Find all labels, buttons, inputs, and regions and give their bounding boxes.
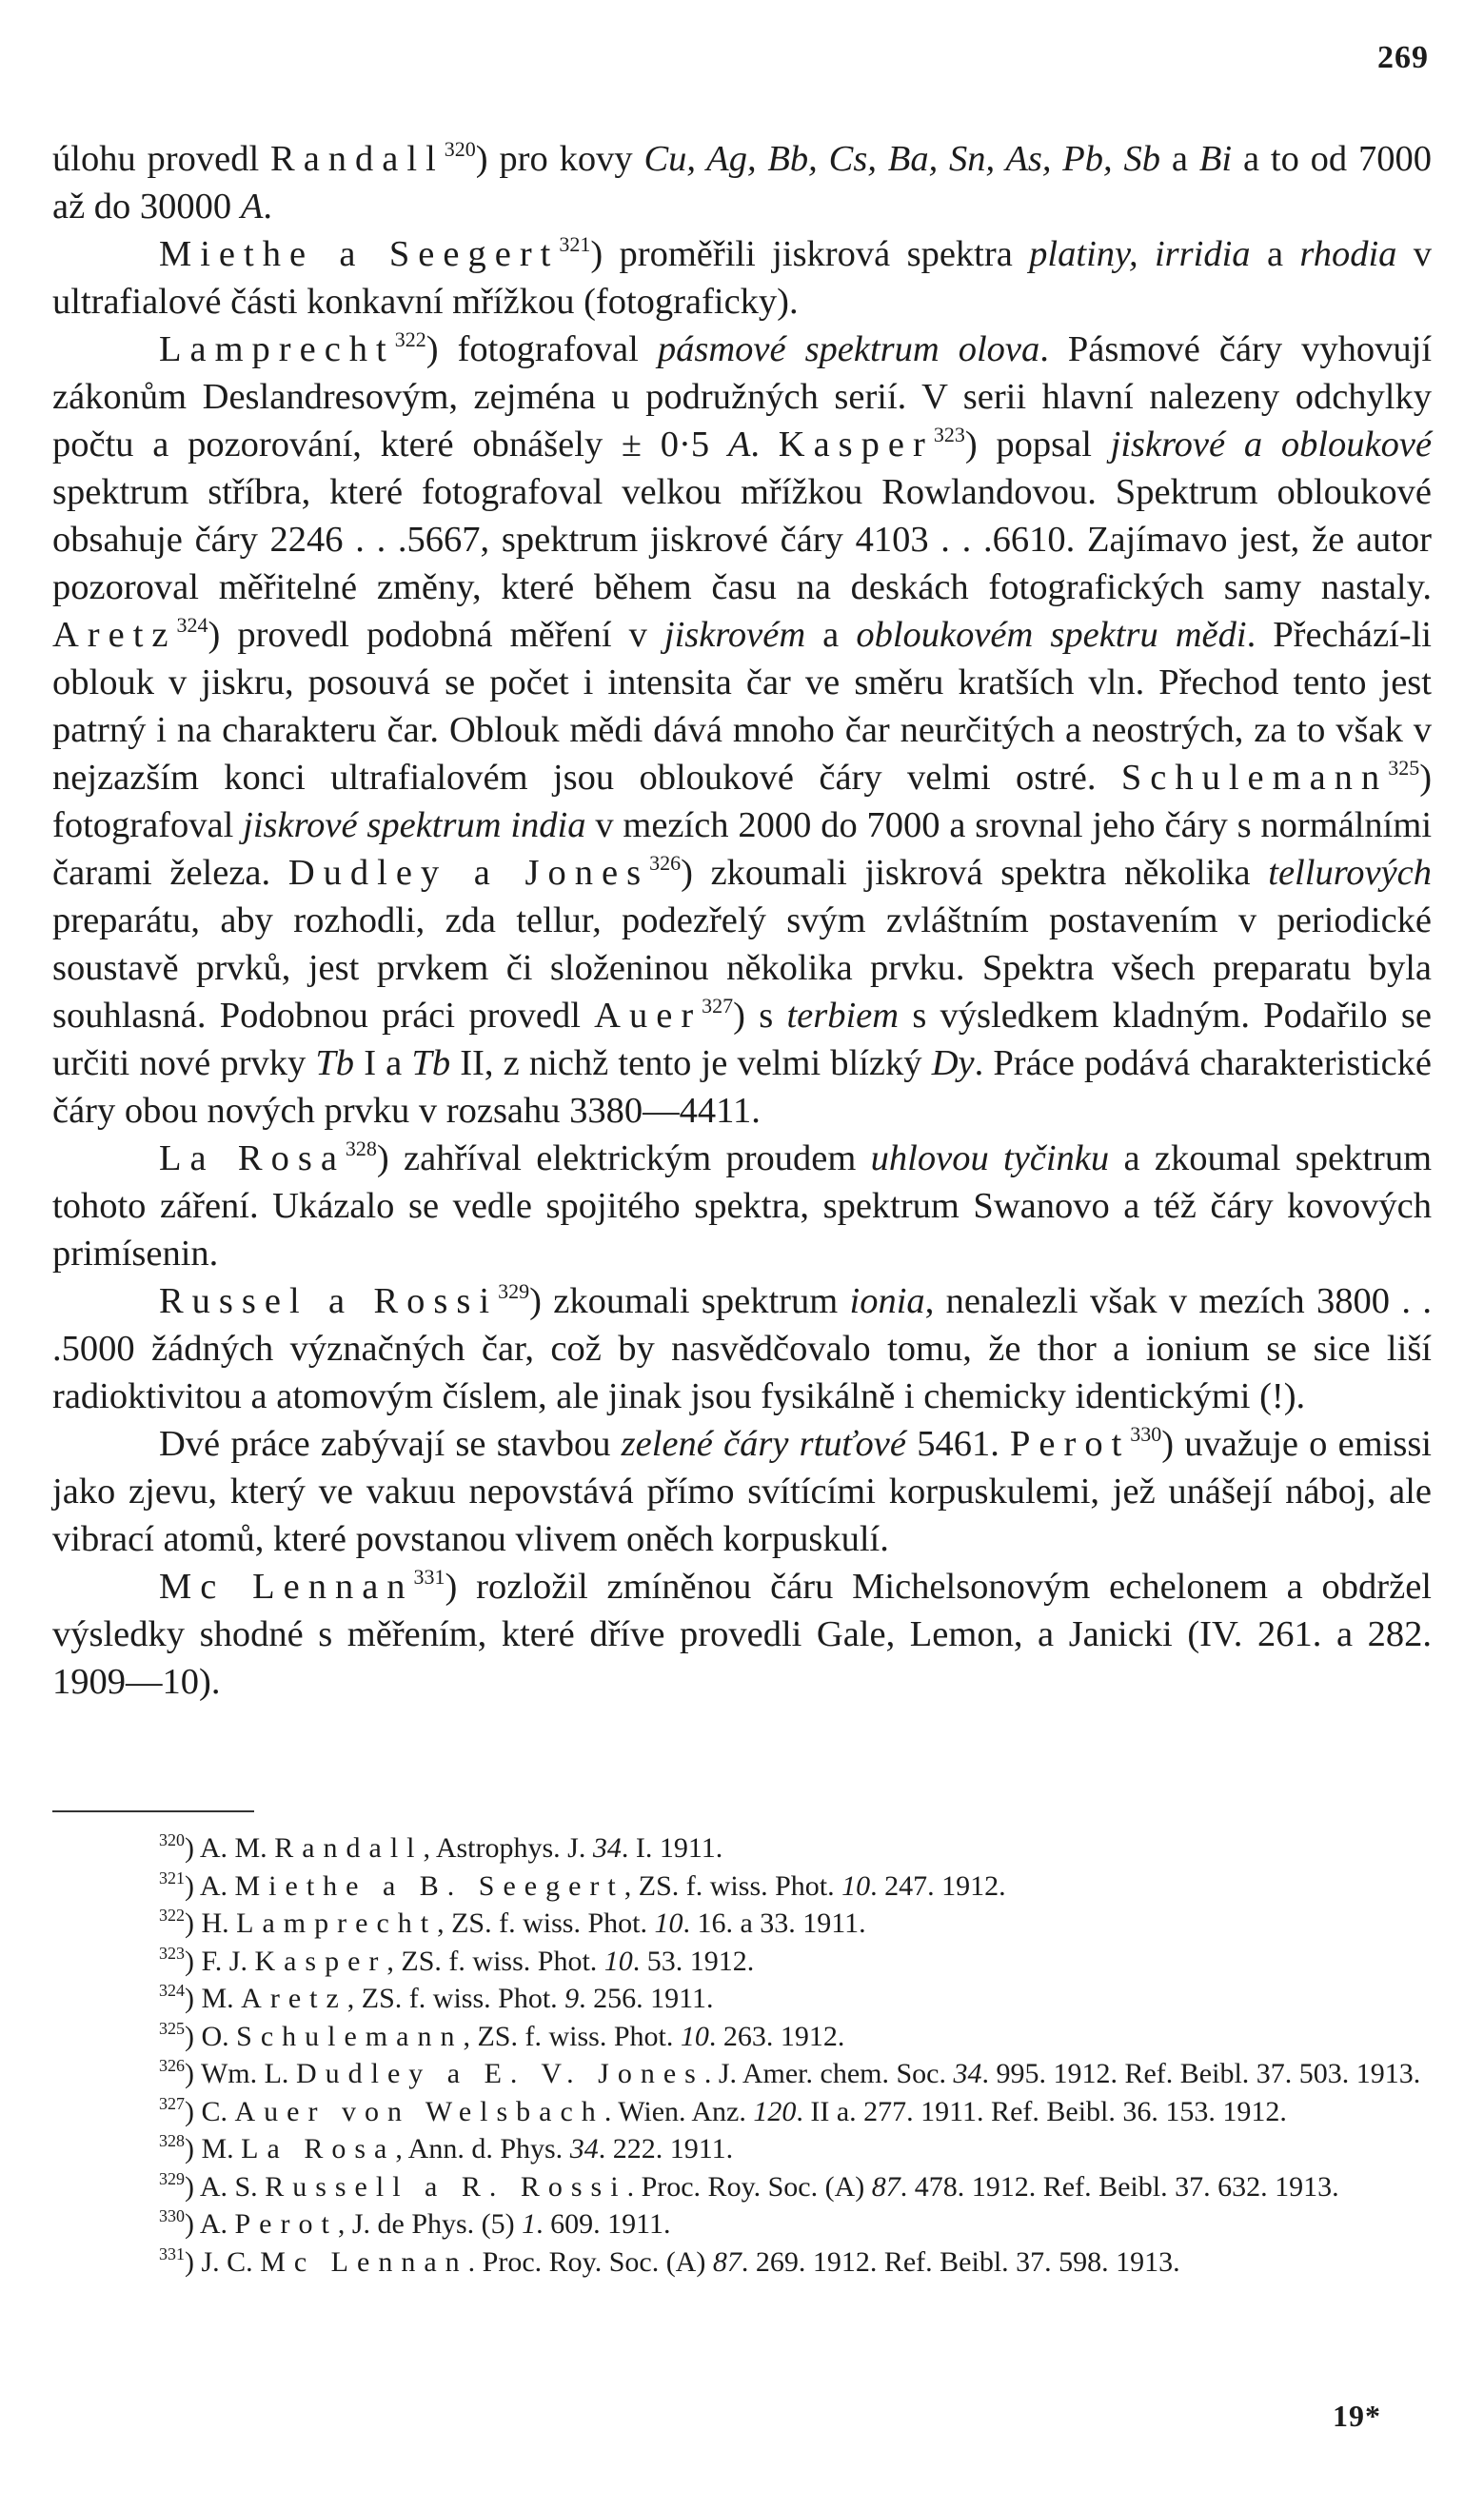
- text: ) A.: [185, 2208, 228, 2240]
- paragraph-randall: [52, 135, 1432, 230]
- footnote-ref: 328: [345, 1136, 377, 1160]
- text: ) M.: [185, 1983, 234, 2014]
- footnote: [52, 1943, 1432, 1981]
- author-name: La Rosa: [159, 1138, 346, 1178]
- volume: 87: [712, 2245, 742, 2278]
- author-name: Dudley a E. V. Jones: [295, 2058, 704, 2089]
- emphasis: terbiem: [786, 996, 900, 1036]
- text: .: [750, 425, 761, 464]
- author-name: Kasper: [778, 425, 934, 464]
- footnote-divider: [52, 1810, 254, 1812]
- text: , ZS. f. wiss. Phot.: [623, 1869, 835, 1902]
- footnote-ref: 323: [933, 423, 965, 446]
- footnote-number: 321: [159, 1868, 185, 1887]
- text: , ZS. f. wiss. Phot.: [346, 1983, 558, 2014]
- emphasis: jiskrové a obloukové: [1110, 425, 1433, 464]
- text: ) M.: [185, 2133, 234, 2164]
- footnote-number: 328: [159, 2131, 185, 2150]
- paragraph-perot: [52, 1420, 1432, 1563]
- text: . Přechází-li oblouk v jiskru, posouvá se počet i intensita čar ve směru kratších vln. Přechod tento jest patrný i na charakteru čar. Oblouk mědi dává mnoho čar neurčitých a neostrých, za to však v nejzazším konci ultrafialovém jsou obloukové čáry velmi ostré.: [52, 615, 1433, 798]
- footnote-ref: 321: [559, 232, 591, 256]
- volume: 9: [564, 1983, 580, 2014]
- text: . II a. 277. 1911. Ref. Beibl. 36. 153. 1912.: [796, 2095, 1287, 2127]
- text: v mezích 2000 do 7000 a srovnal jeho čáry s normálními čarami železa.: [52, 805, 1433, 893]
- text: ) Wm. L.: [185, 2058, 289, 2089]
- footnote-number: 322: [159, 1906, 185, 1925]
- footnote-number: 323: [159, 1943, 185, 1963]
- text: . 263. 1912.: [708, 2020, 845, 2052]
- text: a zkoumal spektrum tohoto záření. Ukázalo se vedle spojitého spektra, spektrum Swanovo a též čáry kovových primísenin.: [52, 1138, 1433, 1274]
- emphasis: jiskrové spektrum india: [243, 805, 586, 845]
- footnote-ref: 322: [394, 327, 426, 351]
- text: ) A.: [185, 1869, 228, 1902]
- text: ) s: [733, 996, 774, 1036]
- footnote: [52, 2205, 1432, 2243]
- emphasis: obloukovém spektru mědi: [856, 615, 1247, 655]
- paragraph-russel: [52, 1277, 1432, 1420]
- volume: 34: [953, 2058, 982, 2089]
- footnote: [52, 1868, 1432, 1906]
- text: . I. 1911.: [621, 1832, 723, 1864]
- emphasis: tellurových: [1268, 853, 1433, 893]
- footnote-ref: 326: [649, 851, 682, 875]
- author-name: Randall: [270, 139, 445, 179]
- text: ) zkoumali jiskrová spektra několika: [681, 853, 1251, 893]
- author-name: Schulemann: [236, 2020, 464, 2052]
- text: ) H.: [185, 1907, 229, 1939]
- author-name: Randall: [274, 1832, 424, 1864]
- element: Dy: [931, 1043, 975, 1083]
- paragraph-mc-lennan: [52, 1563, 1432, 1706]
- footnote: [52, 1905, 1432, 1943]
- footnote-number: 330: [159, 2206, 185, 2225]
- signature-mark: 19*: [1333, 2399, 1381, 2433]
- author-name: Lamprecht: [236, 1907, 438, 1939]
- author-name: Kasper: [254, 1945, 387, 1977]
- text: . 222. 1911.: [598, 2133, 734, 2164]
- footnote: [52, 2130, 1432, 2168]
- text: . Proc. Roy. Soc. (A): [626, 2170, 865, 2203]
- footnote: [52, 2093, 1432, 2131]
- author-name: Aretz: [241, 1983, 347, 2014]
- text: ) A. M.: [185, 1832, 267, 1864]
- footnote-number: 329: [159, 2168, 185, 2188]
- text: ) proměřili jiskrová spektra: [590, 234, 1013, 274]
- author-name: Aretz: [52, 615, 177, 655]
- unit: A: [727, 425, 751, 464]
- text: .: [263, 187, 272, 227]
- text: ) O.: [185, 2020, 229, 2052]
- emphasis: ionia: [849, 1281, 925, 1321]
- text: ) popsal: [964, 425, 1092, 464]
- text: ) fotografoval: [425, 329, 639, 369]
- page-number: 269: [1377, 40, 1429, 75]
- unit: A: [240, 187, 264, 227]
- text: . 995. 1912. Ref. Beibl. 37. 503. 1913.: [981, 2058, 1421, 2089]
- author-name: Miethe a B. Seegert: [234, 1869, 624, 1902]
- emphasis: platiny, irridia: [1029, 234, 1251, 274]
- body-text: [52, 135, 1432, 1706]
- text: ) provedl podobná měření v: [208, 615, 647, 655]
- paragraph-lamprecht: [52, 326, 1432, 1135]
- text: . 256. 1911.: [579, 1983, 714, 2014]
- volume: 34: [569, 2133, 599, 2164]
- volume: 120: [753, 2095, 797, 2127]
- emphasis: jiskrovém: [663, 615, 806, 655]
- text: ) A. S.: [185, 2170, 258, 2203]
- text: ) zkoumali spektrum: [529, 1281, 839, 1321]
- footnote-ref: 324: [176, 613, 208, 637]
- text: preparátu, aby rozhodli, zda tellur, podezřelý svým zvláštním postavením v periodické soustavě prvků, jest prvkem či složeninou několika prvku. Spektra všech preparatu byla souhlasná. Podobnou práci provedl: [52, 900, 1432, 1036]
- footnote-ref: 327: [702, 994, 734, 1018]
- element-list: Cu, Ag, Bb, Cs, Ba, Sn, As, Pb, Sb: [643, 139, 1161, 179]
- author-name: Auer: [594, 996, 702, 1036]
- text: . Pásmové čáry vyhovují zákonům Deslandresovým, zejména u podružných serií. V serii hlavní nalezeny odchylky počtu a pozorování, které obnášely ± 0·5: [52, 329, 1433, 464]
- author-name: Dudley a Jones: [287, 853, 650, 893]
- emphasis: rhodia: [1299, 234, 1397, 274]
- paragraph-miethe: [52, 230, 1432, 326]
- text: , nenalezli však v mezích 3800 . . .5000 žádných význačných čar, což by nasvědčovalo tomu, že thor a ionium se sice liší radioktivitou a atomovým číslem, ale jinak jsou fysikálně i chemicky identickými (!).: [52, 1281, 1432, 1416]
- volume: 34: [592, 1832, 622, 1864]
- text: a: [1171, 139, 1188, 179]
- text: . 609. 1911.: [536, 2208, 671, 2240]
- element: Tb: [411, 1043, 451, 1083]
- author-name: Perot: [234, 2208, 338, 2240]
- text: . 16. a 33. 1911.: [683, 1907, 866, 1939]
- volume: 10: [680, 2020, 709, 2052]
- author-name: Schulemann: [1120, 758, 1389, 798]
- text: , J. de Phys. (5): [337, 2208, 515, 2240]
- volume: 10: [603, 1945, 633, 1977]
- footnote-ref: 331: [413, 1565, 445, 1589]
- text: ) pro kovy: [475, 139, 633, 179]
- text: II, z nichž tento je velmi blízký: [460, 1043, 922, 1083]
- footnote-ref: 330: [1130, 1422, 1162, 1446]
- text: . 53. 1912.: [632, 1945, 755, 1977]
- text: . 478. 1912. Ref. Beibl. 37. 632. 1913.: [900, 2170, 1339, 2203]
- footnote-number: 325: [159, 2018, 185, 2038]
- text: . 247. 1912.: [870, 1869, 1006, 1902]
- author-name: Perot: [1010, 1424, 1131, 1464]
- element: Tb: [315, 1043, 355, 1083]
- text: ) rozložil zmíněnou čáru Michelsonovým echelonem a obdržel výsledky shodné s měřením, které dříve provedli Gale, Lemon, a Janicki (IV. 261. a 282. 1909—10).: [52, 1567, 1432, 1702]
- footnote-number: 327: [159, 2093, 185, 2113]
- text: a: [1266, 234, 1284, 274]
- text: ) C.: [185, 2095, 228, 2127]
- text: 5461.: [917, 1424, 999, 1464]
- text: . Wien. Anz.: [603, 2095, 746, 2127]
- footnote-ref: 320: [444, 137, 476, 161]
- volume: 1: [522, 2208, 537, 2240]
- footnote: [52, 1829, 1432, 1868]
- volume: 87: [871, 2170, 900, 2203]
- text: ) fotografoval: [52, 758, 1433, 845]
- footnote: [52, 2243, 1432, 2282]
- text: ) zahříval elektrickým proudem: [376, 1138, 857, 1178]
- footnote: [52, 2168, 1432, 2206]
- author-name: Russell a R. Rossi: [265, 2170, 627, 2203]
- text: , Astrophys. J.: [423, 1832, 586, 1864]
- text: . 269. 1912. Ref. Beibl. 37. 598. 1913.: [741, 2245, 1180, 2278]
- element: Bi: [1198, 139, 1233, 179]
- text: , Ann. d. Phys.: [395, 2133, 564, 2164]
- emphasis: pásmové spektrum olova: [657, 329, 1040, 369]
- footnote: [52, 1980, 1432, 2018]
- paragraph-la-rosa: [52, 1135, 1432, 1277]
- author-name: Mc Lennan: [159, 1567, 414, 1607]
- footnote-ref: 329: [498, 1279, 530, 1303]
- volume: 10: [841, 1869, 871, 1902]
- footnote: [52, 2055, 1432, 2093]
- footnote-number: 320: [159, 1830, 185, 1849]
- text: Dvé práce zabývají se stavbou: [159, 1424, 611, 1464]
- footnote-number: 324: [159, 1981, 185, 2000]
- emphasis: zelené čáry rtuťové: [621, 1424, 906, 1464]
- text: I a: [364, 1043, 403, 1083]
- text: , ZS. f. wiss. Phot.: [463, 2020, 674, 2052]
- author-name: Mc Lennan: [260, 2245, 468, 2278]
- text: , ZS. f. wiss. Phot.: [437, 1907, 647, 1939]
- text: ) F. J.: [185, 1945, 247, 1977]
- text: v ultrafialové části konkavní mřížkou (fotograficky).: [52, 234, 1433, 322]
- text: . Proc. Roy. Soc. (A): [467, 2245, 706, 2278]
- text: , ZS. f. wiss. Phot.: [386, 1945, 598, 1977]
- emphasis: uhlovou tyčinku: [870, 1138, 1110, 1178]
- text: . Práce podává charakteristické čáry obou nových prvku v rozsahu 3380—4411.: [52, 1043, 1433, 1131]
- text: ) J. C.: [185, 2245, 253, 2278]
- text: a: [822, 615, 840, 655]
- footnote: [52, 2018, 1432, 2056]
- footnote-number: 326: [159, 2056, 185, 2075]
- text: úlohu provedl: [52, 139, 260, 179]
- text: s výsledkem kladným. Podařilo se určiti nové prvky: [52, 996, 1432, 1083]
- text: spektrum stříbra, které fotografoval velkou mřížkou Rowlandovou. Spektrum obloukové obsahuje čáry 2246 . . .5667, spektrum jiskrové čáry 4103 . . .6610. Zajímavo jest, že autor pozoroval měřitelné změny, které během času na deskách fotografických samy nastaly.: [52, 472, 1432, 607]
- footnotes: [52, 1829, 1432, 2281]
- text: a to od 7000 až do 30000: [52, 139, 1433, 227]
- author-name: La Rosa: [241, 2133, 396, 2164]
- author-name: Miethe a Seegert: [159, 234, 560, 274]
- text: . J. Amer. chem. Soc.: [703, 2058, 946, 2089]
- text: ) uvažuje o emissi jako zjevu, který ve vakuu nepovstává přímo svítícími korpuskulemi, jež unášejí náboj, ale vibrací atomů, které povstanou vlivem oněch korpuskulí.: [52, 1424, 1433, 1559]
- footnote-number: 331: [159, 2243, 185, 2263]
- volume: 10: [654, 1907, 683, 1939]
- footnote-ref: 325: [1388, 756, 1420, 780]
- author-name: Lamprecht: [159, 329, 395, 369]
- author-name: Russel a Rossi: [159, 1281, 499, 1321]
- author-name: Auer von Welsbach: [234, 2095, 604, 2127]
